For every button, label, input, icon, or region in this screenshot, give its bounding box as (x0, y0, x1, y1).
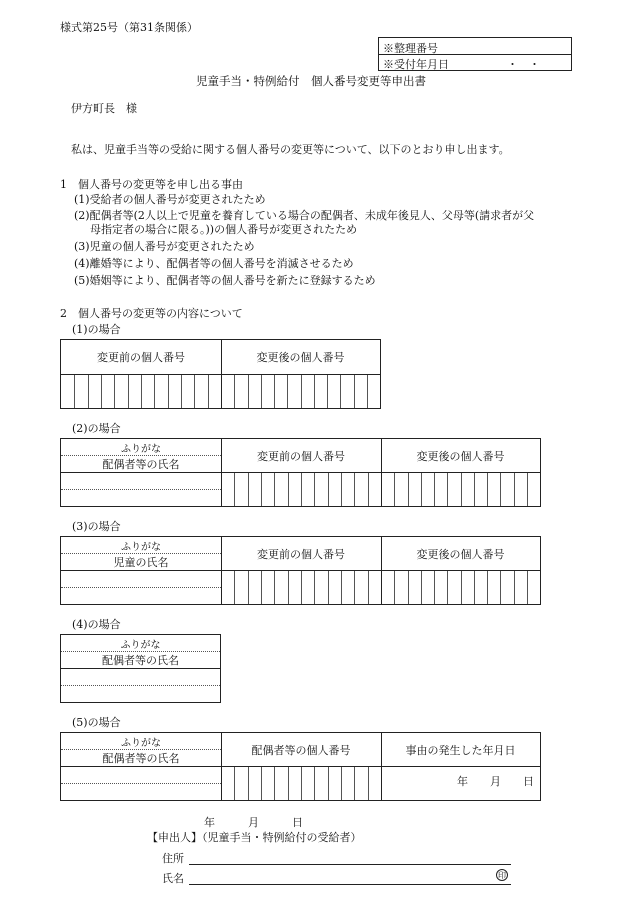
digit-cell-divider (514, 571, 515, 604)
before-number-header: 変更前の個人番号 (97, 351, 185, 364)
before-number-digits[interactable] (221, 571, 381, 604)
case5-label: (5)の場合 (72, 716, 121, 729)
digit-cell-divider (354, 473, 355, 506)
digit-cell-divider (474, 571, 475, 604)
digit-cell-divider (434, 473, 435, 506)
digit-cell-divider (527, 473, 528, 506)
digit-cell-divider (341, 767, 342, 800)
digit-cell-divider (194, 375, 195, 408)
digit-cell-divider (328, 473, 329, 506)
reason-item: (2)配偶者等(2人以上で児童を養育している場合の配偶者、未成年後見人、父母等(請求者が父 (74, 209, 535, 222)
digit-cell-divider (274, 473, 275, 506)
case3-table (60, 536, 541, 605)
management-box (378, 37, 572, 71)
case4-table (60, 634, 221, 703)
reason-item: (5)婚姻等により、配偶者等の個人番号を新たに登録するため (74, 274, 376, 287)
digit-cell-divider (341, 571, 342, 604)
reason-item: (4)離婚等により、配偶者等の個人番号を消滅させるため (74, 257, 354, 270)
before-number-header: 変更前の個人番号 (257, 449, 345, 463)
digit-cell-divider (500, 473, 501, 506)
page-title: 児童手当・特例給付 個人番号変更等申出書 (196, 74, 426, 88)
spouse-name-header: 配偶者等の氏名 (102, 653, 179, 667)
digit-cell-divider (408, 571, 409, 604)
digit-cell-divider (461, 571, 462, 604)
digit-cell-divider (74, 375, 75, 408)
digit-cell-divider (314, 375, 315, 408)
digit-cell-divider (301, 767, 302, 800)
digit-cell-divider (114, 375, 115, 408)
digit-cell-divider (314, 571, 315, 604)
digit-cell-divider (234, 375, 235, 408)
digit-cell-divider (287, 375, 288, 408)
case2-table (60, 438, 541, 507)
digit-cell-divider (88, 375, 89, 408)
application-date[interactable]: 年 月 日 (204, 816, 303, 829)
digit-cell-divider (274, 571, 275, 604)
digit-cell-divider (208, 375, 209, 408)
case5-table (60, 732, 541, 801)
after-number-digits[interactable] (221, 375, 380, 408)
case1-label: (1)の場合 (72, 323, 121, 336)
digit-cell-divider (128, 375, 129, 408)
digit-cell-divider (181, 375, 182, 408)
digit-cell-divider (168, 375, 169, 408)
case4-label: (4)の場合 (72, 618, 121, 631)
furigana-header: ふりがな (120, 639, 161, 651)
furigana-header: ふりがな (121, 737, 161, 749)
digit-cell-divider (368, 767, 369, 800)
uketsuke-dots: ・ ・ (507, 58, 540, 71)
spouse-name-header: 配偶者等の氏名 (102, 751, 180, 765)
digit-cell-divider (394, 571, 395, 604)
digit-cell-divider (487, 571, 488, 604)
seal-icon: 印 (498, 870, 506, 880)
digit-cell-divider (328, 767, 329, 800)
digit-cell-divider (461, 473, 462, 506)
digit-cell-divider (527, 571, 528, 604)
digit-cell-divider (327, 375, 328, 408)
digit-cell-divider (248, 767, 249, 800)
digit-cell-divider (301, 571, 302, 604)
name-line[interactable] (189, 884, 511, 885)
digit-cell-divider (341, 473, 342, 506)
digit-cell-divider (447, 473, 448, 506)
digit-cell-divider (234, 571, 235, 604)
digit-cell-divider (301, 473, 302, 506)
child-name-header: 児童の氏名 (113, 555, 169, 569)
digit-cell-divider (314, 767, 315, 800)
digit-cell-divider (261, 473, 262, 506)
digit-cell-divider (514, 473, 515, 506)
digit-cell-divider (354, 767, 355, 800)
form-number: 様式第25号（第31条関係） (60, 21, 198, 34)
spouse-number-header: 配偶者等の個人番号 (251, 743, 351, 757)
before-number-digits[interactable] (61, 375, 221, 408)
before-number-header: 変更前の個人番号 (257, 547, 345, 561)
digit-cell-divider (274, 767, 275, 800)
digit-cell-divider (248, 375, 249, 408)
seiri-label: ※整理番号 (383, 42, 438, 55)
before-number-digits[interactable] (221, 473, 381, 506)
digit-cell-divider (394, 473, 395, 506)
case1-table (60, 339, 381, 409)
digit-cell-divider (447, 571, 448, 604)
digit-cell-divider (434, 571, 435, 604)
section2-heading: 2 個人番号の変更等の内容について (60, 307, 243, 320)
digit-cell-divider (288, 473, 289, 506)
digit-cell-divider (474, 473, 475, 506)
digit-cell-divider (141, 375, 142, 408)
event-date-value[interactable]: 年 月 日 (457, 775, 534, 788)
digit-cell-divider (288, 571, 289, 604)
furigana-header: ふりがな (121, 541, 161, 553)
digit-cell-divider (368, 473, 369, 506)
after-number-digits[interactable] (381, 473, 540, 506)
digit-cell-divider (314, 473, 315, 506)
event-date-header: 事由の発生した年月日 (405, 743, 516, 757)
address-label: 住所 (162, 852, 184, 865)
reason-item: 母指定者の場合に限る。))の個人番号が変更されたため (90, 223, 358, 236)
uketsuke-label: ※受付年月日 (383, 58, 449, 71)
digit-cell-divider (421, 473, 422, 506)
spouse-name-header: 配偶者等の氏名 (102, 457, 180, 471)
digit-cell-divider (354, 375, 355, 408)
name-label: 氏名 (162, 872, 184, 885)
digit-cell-divider (154, 375, 155, 408)
after-number-header: 変更後の個人番号 (416, 449, 505, 463)
digit-cell-divider (261, 767, 262, 800)
digit-cell-divider (261, 375, 262, 408)
digit-cell-divider (248, 571, 249, 604)
digit-cell-divider (500, 571, 501, 604)
applicant-heading: 【申出人】（児童手当・特例給付の受給者） (147, 831, 362, 844)
case2-label: (2)の場合 (72, 422, 121, 435)
digit-cell-divider (248, 473, 249, 506)
digit-cell-divider (367, 375, 368, 408)
digit-cell-divider (274, 375, 275, 408)
section1-heading: 1 個人番号の変更等を申し出る事由 (60, 178, 243, 191)
address-line[interactable] (189, 864, 511, 865)
digit-cell-divider (301, 375, 302, 408)
digit-cell-divider (288, 767, 289, 800)
digit-cell-divider (421, 571, 422, 604)
digit-cell-divider (368, 571, 369, 604)
digit-cell-divider (340, 375, 341, 408)
digit-cell-divider (261, 571, 262, 604)
reason-item: (3)児童の個人番号が変更されたため (74, 240, 255, 253)
reason-item: (1)受給者の個人番号が変更されたため (74, 193, 266, 206)
after-number-header: 変更後の個人番号 (416, 547, 505, 561)
furigana-header: ふりがな (121, 443, 161, 455)
digit-cell-divider (234, 473, 235, 506)
after-number-header: 変更後の個人番号 (256, 351, 345, 364)
digit-cell-divider (328, 571, 329, 604)
digit-cell-divider (487, 473, 488, 506)
digit-cell-divider (408, 473, 409, 506)
after-number-digits[interactable] (381, 571, 540, 604)
intro-text: 私は、児童手当等の受給に関する個人番号の変更等について、以下のとおり申し出ます。 (71, 143, 510, 156)
digit-cell-divider (101, 375, 102, 408)
digit-cell-divider (234, 767, 235, 800)
digit-cell-divider (354, 571, 355, 604)
addressee: 伊方町長 様 (71, 102, 137, 115)
spouse-number-digits[interactable] (221, 767, 381, 800)
case3-label: (3)の場合 (72, 520, 121, 533)
